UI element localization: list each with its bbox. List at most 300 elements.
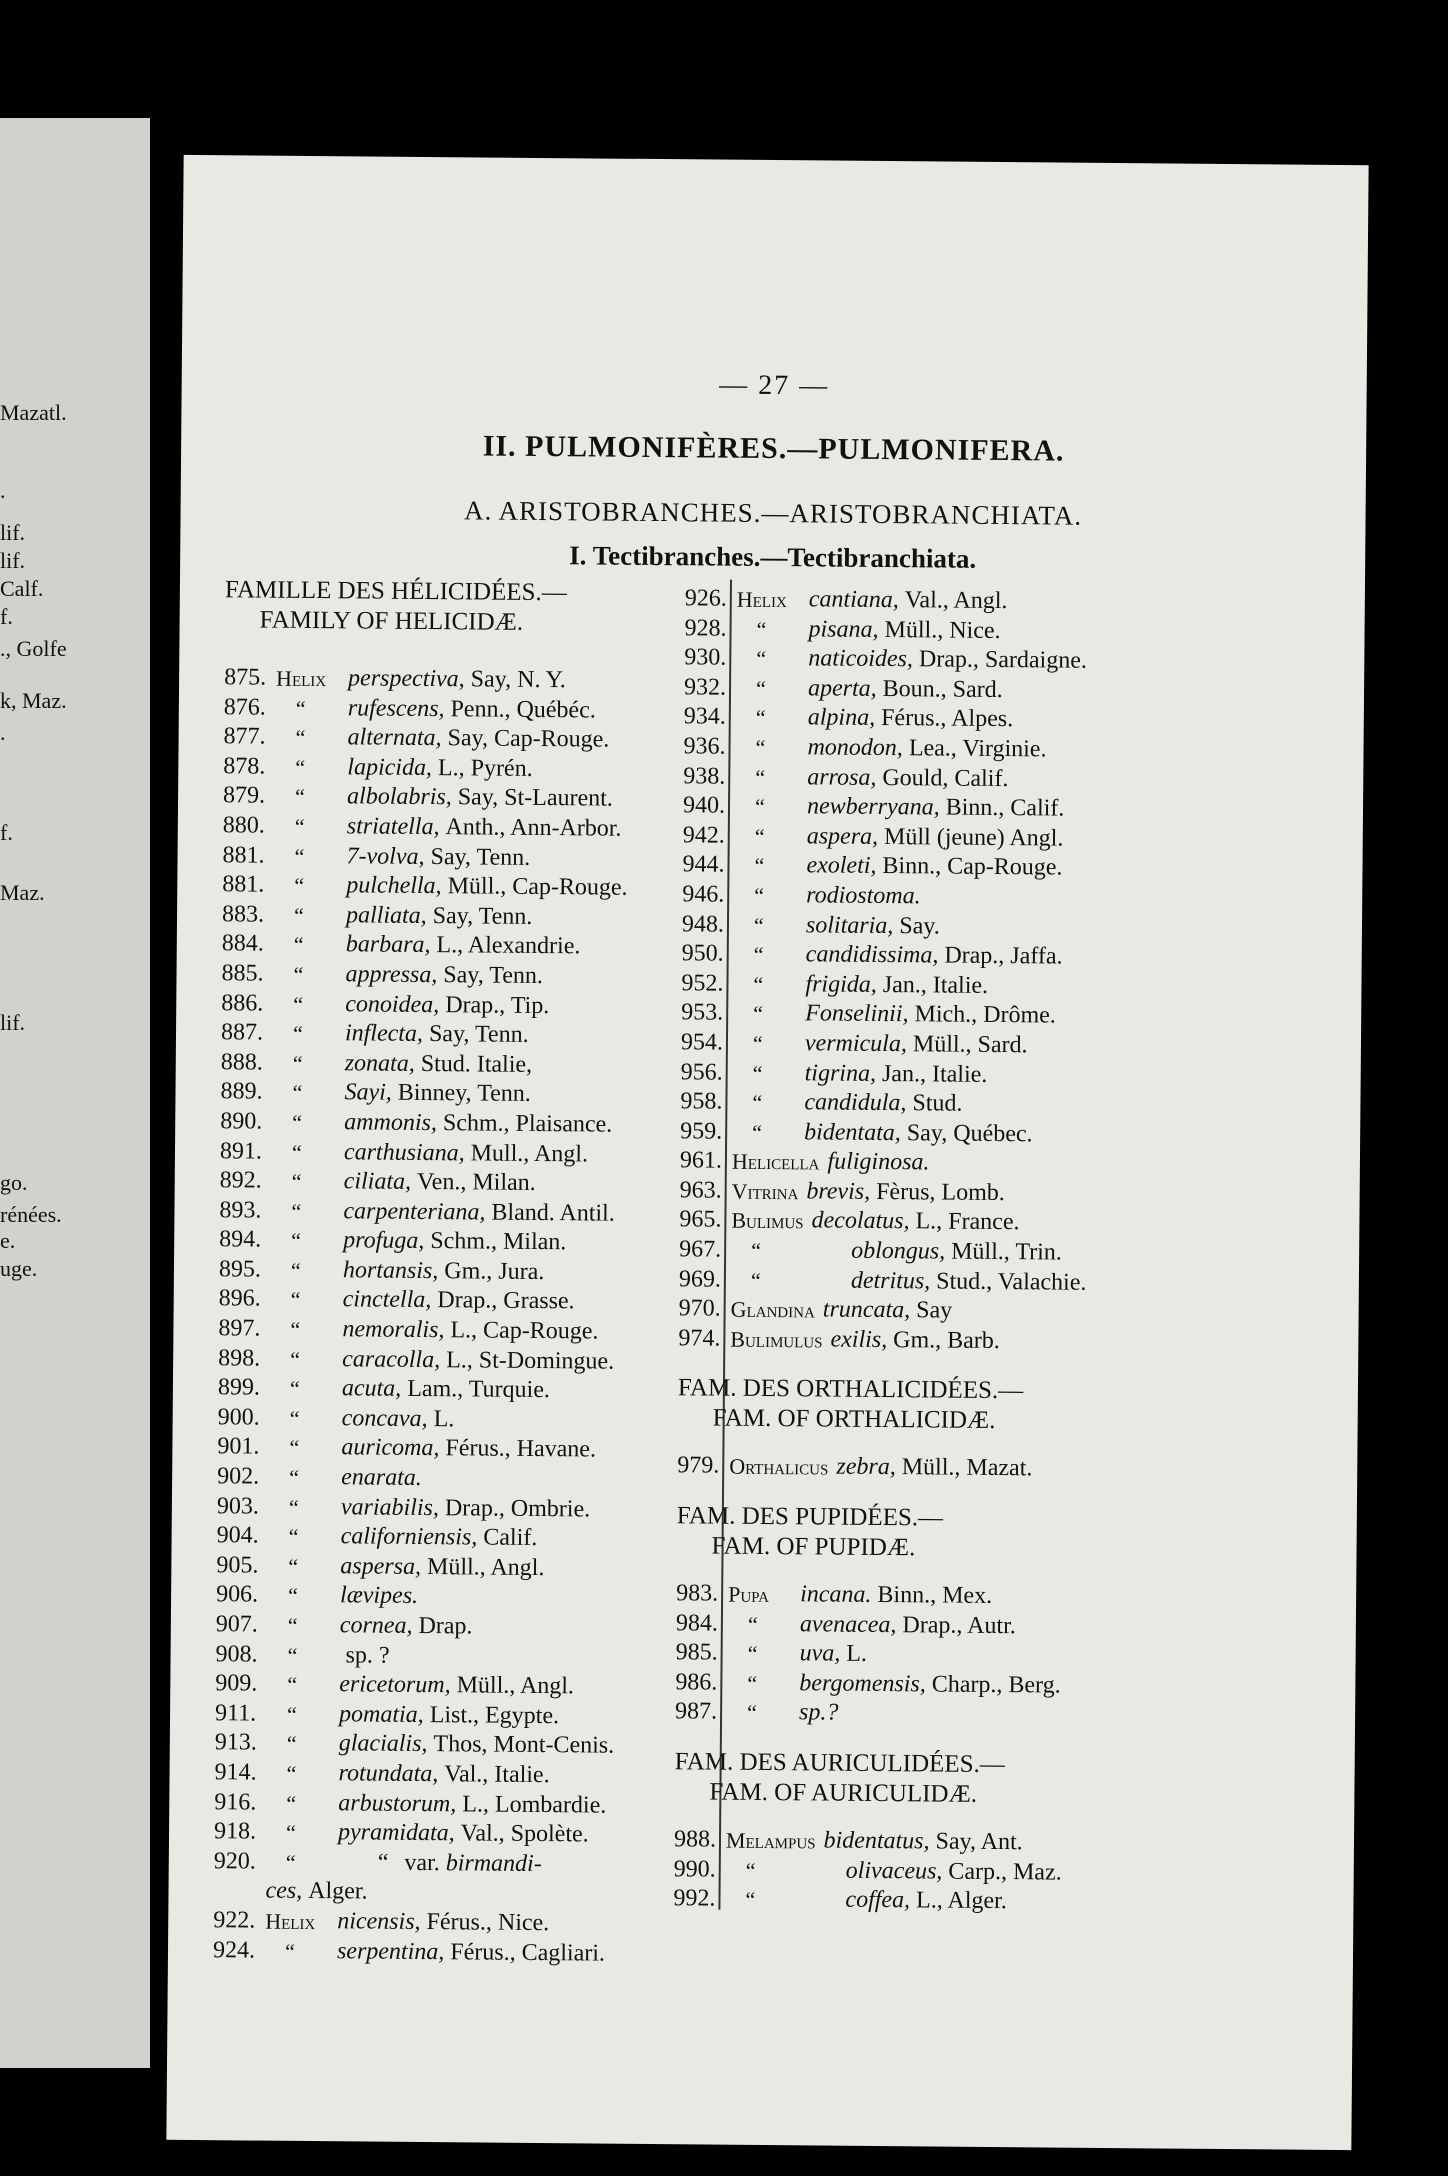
entry-number: 954. — [680, 1029, 724, 1056]
author-locality: Binn., Calif. — [945, 794, 1065, 822]
species-name: californiensis, — [340, 1523, 478, 1551]
author-locality: Val., Spolète. — [460, 1820, 589, 1848]
species-entry — [218, 1373, 723, 1407]
author-locality: Férus., Alpes. — [881, 705, 1014, 733]
entry-number: 895. — [218, 1256, 262, 1283]
genus-name: “ — [291, 1168, 302, 1195]
genus-name: “ — [752, 1060, 763, 1086]
entry-number: 965. — [679, 1206, 722, 1234]
entry-number: 983. — [676, 1580, 719, 1607]
author-locality: Drap. — [418, 1612, 473, 1640]
species-name: rufescens, — [347, 694, 445, 722]
genus-name: “ — [294, 843, 305, 869]
genus-name: “ — [754, 853, 765, 879]
author-locality: Say, Tenn. — [428, 1021, 529, 1049]
author-locality: Stud., Valachie. — [936, 1268, 1087, 1296]
species-name: pomatia, — [338, 1701, 424, 1728]
author-locality: Mich., Drôme. — [914, 1001, 1056, 1029]
entry-number: 878. — [223, 753, 266, 780]
species-entry — [222, 930, 727, 964]
species-name: exoleti, — [806, 852, 877, 880]
species-entry — [215, 1669, 720, 1703]
species-entry — [215, 1699, 720, 1733]
species-name: zonata, — [344, 1050, 415, 1077]
species-name: albolabris, — [346, 783, 452, 811]
genus-name: “ — [291, 1228, 302, 1254]
species-name: nemoralis, — [342, 1316, 445, 1344]
genus-name: “ — [294, 873, 305, 899]
species-name: oblongus, — [851, 1237, 946, 1265]
page — [166, 155, 1368, 2150]
author-locality: Thos, Mont-Cenis. — [433, 1731, 615, 1760]
family-heading-fr: FAMILLE DES HÉLICIDÉES.— — [224, 576, 567, 607]
author-locality: Anth., Ann-Arbor. — [445, 814, 622, 842]
species-entry — [219, 1255, 724, 1289]
entry-number: 909. — [215, 1670, 258, 1697]
entry-number: 884. — [221, 930, 264, 957]
genus-name: “ — [753, 1001, 764, 1027]
author-locality: Müll., Nice. — [884, 616, 1001, 644]
entry-number: 904. — [216, 1522, 259, 1549]
family-heading — [676, 1501, 1366, 1567]
author-locality: Drap., Autr. — [902, 1611, 1016, 1639]
entry-number: 948. — [681, 910, 725, 938]
page-number: — 27 — — [719, 369, 830, 402]
family-heading-en: FAM. OF ORTHALICIDÆ. — [712, 1404, 996, 1435]
ditto-mark: “ — [377, 1849, 389, 1876]
genus-name: “ — [747, 1611, 758, 1637]
facing-page-text: f. — [0, 820, 13, 845]
author-locality: L., Cap-Rouge. — [450, 1317, 599, 1345]
genus-name: “ — [745, 1887, 756, 1913]
genus-name: “ — [295, 695, 306, 721]
entry-number: 961. — [679, 1147, 723, 1174]
species-name: ammonis, — [344, 1109, 438, 1137]
genus-name: “ — [286, 1790, 297, 1816]
facing-page-text: Mazatl. — [0, 400, 67, 425]
author-locality: Lam., Turquie. — [407, 1376, 551, 1404]
species-name: 7-volva, — [346, 842, 425, 870]
author-locality: L. — [433, 1405, 455, 1433]
author-locality: Jan., Italie. — [882, 971, 989, 999]
genus-name: “ — [753, 912, 764, 938]
species-entry — [221, 989, 726, 1023]
species-name: nicensis, — [337, 1908, 421, 1935]
author-locality: Férus., Cagliari. — [450, 1938, 606, 1967]
species-name: bidentatus, — [823, 1827, 930, 1855]
genus-name: Pupa — [728, 1581, 770, 1608]
species-name: barbara, — [345, 931, 431, 959]
author-locality: sp. ? — [345, 1641, 390, 1669]
species-name: birmandi- — [445, 1849, 542, 1877]
author-locality: Bland. Antil. — [491, 1199, 615, 1227]
author-locality: Binn., Mex. — [877, 1582, 993, 1610]
entry-number: 985. — [675, 1639, 718, 1666]
species-entry — [220, 1107, 725, 1141]
genus-name: “ — [752, 1089, 763, 1116]
species-name: appressa, — [345, 961, 438, 989]
author-locality: L., Lombardie. — [462, 1790, 607, 1819]
species-name: monodon, — [807, 734, 903, 762]
author-locality: List., Egypte. — [429, 1701, 560, 1729]
species-name: solitaria, — [805, 911, 894, 939]
facing-page-text: lif. — [0, 1010, 26, 1035]
entry-number: 920. — [213, 1847, 256, 1875]
author-locality: Müll., Mazat. — [901, 1454, 1033, 1482]
genus-name: Orthalicus — [729, 1454, 829, 1480]
species-name: enarata. — [341, 1464, 422, 1492]
author-locality: Müll., Cap-Rouge. — [447, 873, 628, 901]
genus-name: “ — [747, 1641, 758, 1667]
entry-number: 956. — [680, 1058, 723, 1086]
genus-name: “ — [290, 1287, 301, 1313]
species-name: zebra, — [836, 1454, 896, 1481]
entry-number: 988. — [673, 1826, 717, 1853]
author-locality: Alger. — [308, 1878, 368, 1905]
entry-number: 940. — [682, 792, 726, 819]
species-name: pisana, — [808, 615, 879, 643]
author-locality: Drap., Sardaigne. — [918, 646, 1088, 674]
author-locality: Fèrus, Lomb. — [876, 1178, 1005, 1206]
genus-name: “ — [753, 971, 764, 997]
species-entry — [219, 1226, 724, 1260]
genus-name: “ — [293, 932, 304, 958]
genus-name: Helix — [276, 665, 327, 692]
entry-number: 984. — [675, 1609, 719, 1637]
entry-number: 907. — [215, 1611, 258, 1638]
species-name: exilis, — [830, 1326, 888, 1353]
author-locality: Müll (jeune) Angl. — [883, 823, 1064, 852]
entry-number: 893. — [219, 1196, 262, 1224]
species-name: bergomensis, — [799, 1670, 926, 1698]
genus-name: “ — [293, 991, 304, 1017]
genus-name: “ — [752, 1119, 763, 1145]
author-locality: Say, Tenn. — [432, 902, 533, 930]
genus-name: “ — [289, 1376, 300, 1402]
species-name: acuta, — [341, 1375, 402, 1403]
author-locality: Müll., Angl. — [426, 1553, 545, 1581]
genus-name: “ — [288, 1494, 299, 1520]
genus-name: “ — [754, 882, 765, 908]
genus-name: “ — [290, 1316, 301, 1342]
species-name: incana. — [800, 1581, 872, 1608]
genus-name: “ — [287, 1642, 298, 1668]
species-name: brevis, — [806, 1178, 871, 1205]
entry-number: 903. — [216, 1492, 260, 1520]
genus-name: “ — [293, 902, 304, 928]
species-entry — [220, 1078, 725, 1112]
genus-name: “ — [292, 1020, 303, 1047]
genus-name: “ — [289, 1435, 300, 1461]
entry-number: 952. — [681, 969, 724, 997]
author-locality: Carp., Maz. — [948, 1858, 1062, 1886]
entry-number: 918. — [213, 1818, 257, 1845]
entry-number: 944. — [682, 851, 725, 878]
genus-name: “ — [284, 1938, 295, 1964]
author-locality: Gm., Jura. — [444, 1258, 545, 1285]
species-name: lævipes. — [340, 1582, 419, 1610]
species-name: arrosa, — [807, 763, 877, 791]
entry-number: 987. — [675, 1698, 718, 1725]
author-locality: Férus., Nice. — [426, 1908, 550, 1937]
species-name: coffea, — [845, 1886, 911, 1914]
author-locality: Val., Italie. — [444, 1761, 550, 1789]
entry-number: 913. — [214, 1729, 257, 1756]
species-entry — [675, 1698, 1365, 1734]
entry-number: 967. — [679, 1236, 722, 1263]
suborder-heading: A. ARISTOBRANCHES.—ARISTOBRANCHIATA. — [463, 495, 1083, 531]
species-entry — [223, 752, 728, 786]
entry-number: 930. — [684, 644, 727, 671]
species-name: cantiana, — [808, 586, 899, 614]
entry-number: 938. — [683, 762, 726, 790]
species-entry — [218, 1344, 723, 1378]
species-name: arbustorum, — [338, 1789, 457, 1817]
species-entry — [218, 1314, 723, 1348]
species-name: glacialis, — [338, 1730, 428, 1758]
genus-name: “ — [753, 941, 764, 968]
author-locality: Say — [916, 1297, 953, 1324]
author-locality: Drap., Jaffa. — [944, 942, 1063, 970]
entry-number: 905. — [216, 1552, 259, 1579]
species-entry — [678, 1324, 1368, 1360]
entry-number: 900. — [217, 1404, 260, 1431]
variety-label: var. — [404, 1849, 440, 1876]
entry-number: 885. — [221, 960, 264, 987]
entry-number: 881. — [222, 841, 265, 869]
entry-number: 886. — [221, 989, 264, 1017]
species-entry — [222, 841, 727, 875]
species-entry — [214, 1758, 719, 1792]
entry-number: 924. — [212, 1936, 256, 1964]
entry-number: 946. — [682, 881, 725, 908]
species-name: ciliata, — [343, 1168, 412, 1195]
species-name: concava, — [341, 1405, 428, 1432]
family-heading-en: FAM. OF AURICULIDÆ. — [709, 1778, 978, 1808]
species-name: Sayi, — [344, 1079, 392, 1107]
author-locality: L., Alexandrie. — [436, 932, 581, 960]
species-name: candidissima, — [805, 941, 939, 969]
genus-name: “ — [291, 1139, 302, 1165]
entry-number: 932. — [683, 674, 727, 701]
species-name: profuga, — [343, 1227, 425, 1255]
family-heading-en: FAM. OF PUPIDÆ. — [711, 1532, 916, 1562]
genus-name: “ — [289, 1405, 300, 1431]
genus-name: Helix — [265, 1908, 316, 1935]
author-locality: Binney, Tenn. — [397, 1080, 531, 1108]
author-locality: L., St-Domingue. — [446, 1346, 615, 1375]
species-entry — [216, 1610, 721, 1644]
species-entry — [218, 1403, 723, 1437]
author-locality: Say, Québec. — [906, 1119, 1033, 1147]
genus-name: “ — [755, 734, 766, 760]
entry-number: 906. — [216, 1581, 259, 1608]
author-locality: L., France. — [915, 1208, 1020, 1236]
species-entry — [213, 1906, 718, 1940]
genus-name: “ — [745, 1857, 756, 1883]
species-entry — [221, 1048, 726, 1082]
genus-name: “ — [756, 646, 767, 672]
facing-page-text: . — [0, 720, 6, 745]
author-locality: L., Alger. — [916, 1887, 1007, 1915]
species-entry — [221, 1018, 726, 1052]
facing-page-text: f. — [0, 604, 13, 629]
entry-number: 963. — [679, 1177, 722, 1204]
author-locality: Calif. — [483, 1524, 538, 1552]
genus-name: “ — [295, 754, 306, 780]
author-locality: Stud. Italie, — [420, 1050, 533, 1078]
family-heading-fr: FAM. DES ORTHALICIDÉES.— — [677, 1374, 1024, 1405]
genus-name: “ — [285, 1819, 296, 1846]
facing-page-text: ., Golfe — [0, 636, 67, 661]
species-name: naticoides, — [808, 645, 914, 673]
species-name: vermicula, — [804, 1030, 908, 1058]
species-name: ces, — [265, 1877, 303, 1905]
family-heading-fr: FAM. DES AURICULIDÉES.— — [674, 1748, 1005, 1779]
species-list — [673, 1825, 1364, 1920]
genus-name: Helicella — [731, 1148, 820, 1175]
author-locality: Say, N. Y. — [470, 666, 566, 694]
genus-name: “ — [294, 784, 305, 810]
species-entry — [217, 1462, 722, 1496]
family-heading — [678, 1374, 1368, 1440]
species-entry — [214, 1847, 719, 1881]
species-name: carpenteriana, — [343, 1197, 486, 1226]
genus-name: “ — [747, 1700, 757, 1726]
author-locality: Müll., Trin. — [951, 1238, 1062, 1266]
species-name: decolatus, — [811, 1207, 910, 1235]
species-name: conoidea, — [345, 990, 440, 1018]
author-locality: Binn., Cap-Rouge. — [882, 853, 1063, 881]
entry-number: 953. — [681, 999, 724, 1026]
species-entry — [214, 1788, 719, 1822]
genus-name: “ — [747, 1670, 758, 1696]
species-entry — [223, 722, 728, 756]
species-name: detritus, — [850, 1267, 931, 1295]
species-name: cinctella, — [342, 1286, 432, 1314]
entry-number: 890. — [220, 1108, 263, 1135]
facing-page-text: Maz. — [0, 880, 45, 905]
entry-number: 876. — [223, 693, 266, 721]
entry-number: 936. — [683, 733, 726, 760]
species-entry — [221, 959, 726, 993]
genus-name: “ — [285, 1849, 296, 1875]
entry-number: 892. — [219, 1167, 262, 1194]
species-name: ericetorum, — [339, 1671, 451, 1699]
genus-name: Vitrina — [731, 1178, 799, 1205]
author-locality: Say, Tenn. — [430, 843, 531, 871]
entry-number: 986. — [675, 1669, 718, 1696]
entry-number: 959. — [680, 1117, 723, 1145]
species-entry — [673, 1884, 1363, 1920]
species-name: aperta, — [807, 675, 877, 702]
genus-name: “ — [756, 616, 767, 642]
author-locality: Say. — [899, 912, 940, 940]
author-locality: L. — [846, 1640, 868, 1668]
species-name: truncata, — [822, 1296, 911, 1324]
species-name: variabilis, — [340, 1493, 440, 1521]
author-locality: Drap., Ombrie. — [444, 1494, 591, 1523]
species-entry — [222, 870, 727, 904]
species-entry — [223, 811, 728, 845]
entry-number: 908. — [215, 1640, 258, 1668]
genus-name: “ — [287, 1672, 298, 1698]
genus-name: Bulimus — [731, 1208, 804, 1234]
right-column — [673, 584, 1368, 1920]
facing-page-text: Calf. — [0, 576, 44, 601]
species-entry — [223, 782, 728, 816]
species-entry — [220, 1166, 725, 1200]
species-name: striatella, — [346, 813, 440, 841]
genus-name: “ — [754, 823, 765, 849]
genus-name: “ — [288, 1524, 299, 1550]
facing-page-text: lif. — [0, 548, 26, 573]
species-list — [675, 1579, 1366, 1733]
entry-number: 879. — [222, 782, 266, 809]
author-locality: Ven., Milan. — [416, 1169, 536, 1197]
entry-number: 926. — [684, 585, 727, 612]
entry-number: 970. — [678, 1295, 721, 1322]
species-entry — [220, 1137, 725, 1171]
author-locality: Drap., Tip. — [445, 991, 550, 1019]
species-entry — [217, 1433, 722, 1467]
species-entry — [219, 1285, 724, 1319]
genus-name: “ — [287, 1612, 298, 1638]
species-name: cornea, — [339, 1612, 413, 1639]
facing-page-text: rénées. — [0, 1202, 62, 1227]
author-locality: Schm., Milan. — [430, 1228, 567, 1256]
entry-number: 875. — [224, 664, 267, 691]
species-name: serpentina, — [336, 1937, 445, 1965]
species-entry — [224, 663, 729, 697]
facing-page-text: lif. — [0, 520, 26, 545]
genus-name: “ — [286, 1701, 297, 1727]
species-name: palliata, — [345, 902, 427, 929]
entry-number: 877. — [223, 723, 266, 750]
author-locality: L., Pyrén. — [437, 754, 533, 782]
species-name: caracolla, — [342, 1345, 441, 1373]
species-entry — [217, 1521, 722, 1555]
author-locality: Say, Ant. — [935, 1828, 1023, 1856]
species-name: aspera, — [806, 823, 879, 850]
genus-name: “ — [294, 813, 305, 839]
entry-number: 888. — [220, 1048, 263, 1076]
genus-name: “ — [286, 1731, 297, 1757]
author-locality: Drap., Grasse. — [437, 1287, 575, 1315]
entry-number: 881. — [222, 871, 265, 898]
species-entry — [216, 1551, 721, 1585]
species-entry — [217, 1492, 722, 1526]
facing-page-text: e. — [0, 1228, 16, 1253]
genus-name: “ — [291, 1198, 302, 1224]
species-name: perspectiva, — [348, 665, 465, 693]
author-locality: Mull., Angl. — [470, 1139, 589, 1167]
genus-name: “ — [293, 961, 304, 987]
genus-name: “ — [751, 1237, 762, 1264]
genus-name: “ — [752, 1030, 763, 1056]
genus-name: “ — [755, 705, 766, 731]
species-name: tigrina, — [804, 1059, 877, 1087]
entry-number: 928. — [684, 614, 727, 642]
entry-number: 942. — [682, 821, 725, 849]
entry-number: 891. — [219, 1137, 263, 1165]
family-heading-en: FAMILY OF HELICIDÆ. — [259, 606, 524, 636]
author-locality: Val., Angl. — [904, 587, 1008, 615]
author-locality: Müll., Angl. — [456, 1672, 575, 1700]
entry-number: 916. — [214, 1788, 257, 1816]
entry-number: 880. — [222, 812, 265, 839]
entry-number: 896. — [218, 1285, 261, 1313]
